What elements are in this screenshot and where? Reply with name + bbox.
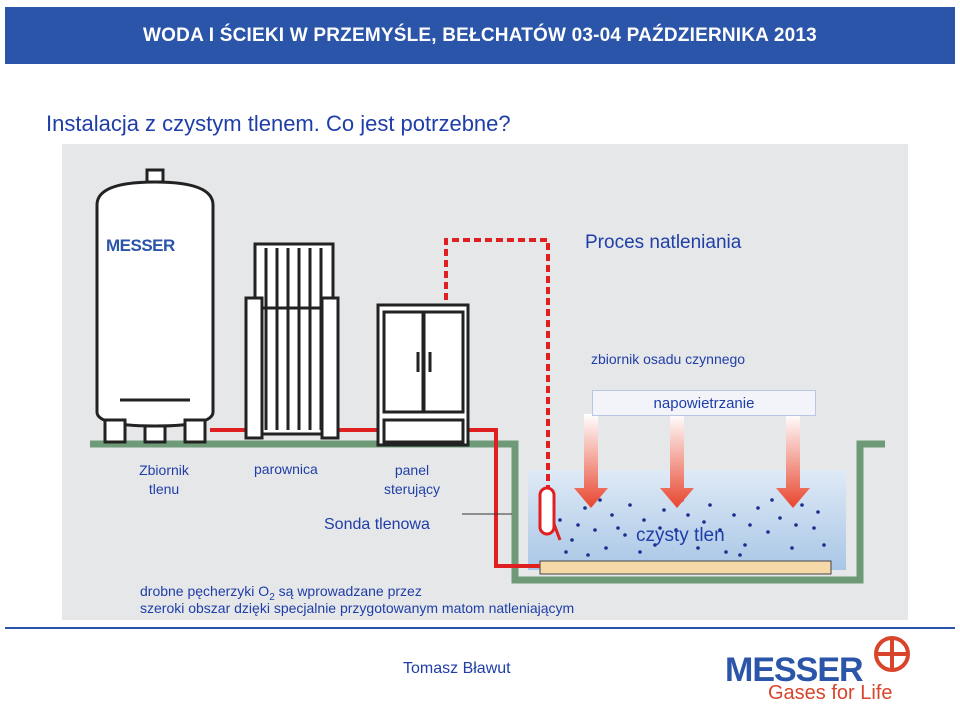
logo-tagline: Gases for Life [768, 682, 893, 704]
oxygen-probe [540, 488, 554, 534]
caption-line-1-pre: drobne pęcherzyki O [140, 583, 270, 599]
treatment-tank-label: zbiornik osadu czynnego [591, 351, 746, 367]
author-name: Tomasz Bławut [403, 660, 511, 677]
oxygen-pipe [210, 430, 540, 566]
caption-line-1-sub: 2 [269, 591, 275, 603]
control-panel-drawing [378, 305, 468, 445]
probe-label: Sonda tlenowa [324, 516, 430, 533]
tank-brand: MESSER [106, 236, 175, 255]
header-title: WODA I ŚCIEKI W PRZEMYŚLE, BEŁCHATÓW 03-04 PAŹDZIERNIKA 2013 [143, 24, 817, 46]
aeration-label [592, 390, 816, 416]
logo-word: MESSER [725, 651, 863, 689]
pure-oxygen-label: czysty tlen [636, 525, 725, 546]
aeration-mat [540, 561, 831, 574]
control-panel-label: panel sterujący [383, 462, 441, 497]
slide-title: Instalacja z czystym tlenem. Co jest potrzebne? [46, 111, 511, 136]
footer-divider [5, 627, 955, 629]
evaporator-label: parownica [254, 461, 318, 477]
aeration-label-text: napowietrzanie [653, 394, 755, 412]
oxygen-tank-drawing [97, 170, 213, 442]
caption-line-2: szeroki obszar dzięki specjalnie przygotowanym matom natleniającym [140, 600, 575, 616]
evaporator-drawing [246, 244, 338, 438]
oxygen-tank-label: Zbiornik tlenu [139, 462, 189, 497]
caption-line-1-post: są wprowadzane przez [274, 583, 422, 599]
process-title: Proces natleniania [585, 232, 742, 253]
